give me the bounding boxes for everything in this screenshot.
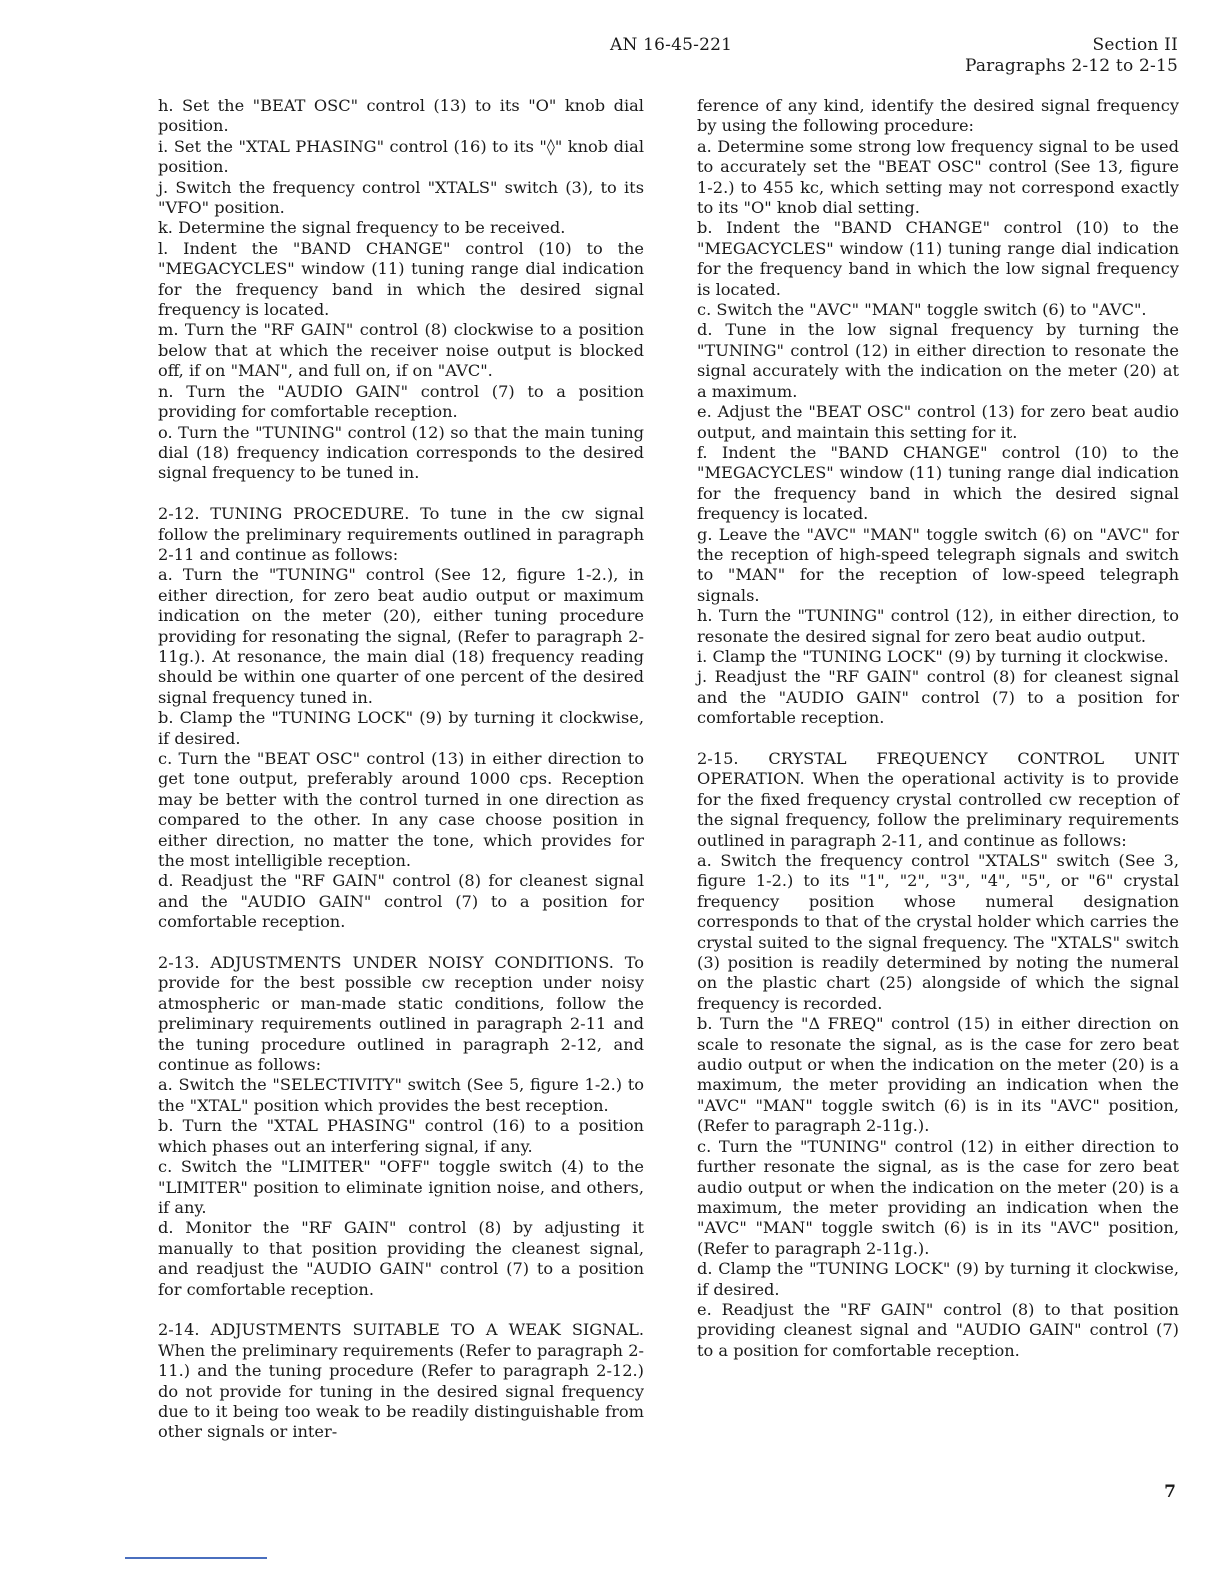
step-2-14-b: b. Indent the "BAND CHANGE" control (10) to the "MEGACYCLES" window (11) tuning range dial indication for the frequency band in which the low signal frequency is located. [697,218,1179,299]
step-2-13-a: a. Switch the "SELECTIVITY" switch (See 5, figure 1-2.) to the "XTAL" position which provides the best reception. [158,1075,644,1115]
step-2-15-e: e. Readjust the "RF GAIN" control (8) to that position providing cleanest signal and "AUDIO GAIN" control (7) to a position for comfortable reception. [697,1299,1179,1360]
step-2-13-c: c. Switch the "LIMITER" "OFF" toggle switch (4) to the "LIMITER" position to eliminate ignition noise, and others, if any. [158,1157,644,1217]
section-header [965,35,1178,77]
section-label: Section II [1092,35,1178,55]
step-2-15-a: a. Switch the frequency control "XTALS" switch (See 3, figure 1-2.) to its "1", "2", "3", "4", "5", or "6" crystal frequency position whose numeral designation corresponds to that of the crystal holder which carries the crystal suited to the signal frequency. The "XTALS" switch (3) position is readily determined by noting the numeral on the plastic chart (25) alongside of which the signal frequency is recorded. [697,851,1179,1013]
footer-rule [125,1557,267,1559]
right-column [697,96,1179,1361]
step-2-14-c: c. Switch the "AVC" "MAN" toggle switch (6) to "AVC". [697,300,1147,320]
step-n: n. Turn the "AUDIO GAIN" control (7) to a position providing for comfortable reception. [158,381,644,422]
step-2-13-d: d. Monitor the "RF GAIN" control (8) by adjusting it manually to that position providing the cleanest signal, and readjust the "AUDIO GAIN" control (7) to a position for comfortable reception. [158,1218,644,1299]
section-2-14-continued: ference of any kind, identify the desired signal frequency by using the following procedure: [697,96,1179,136]
step-2-15-c: c. Turn the "TUNING" control (12) in either direction to further resonate the signal, as is the case for zero beat audio output or when the indication on the meter (20) is a maximum, the meter providing an indication when the "AVC" "MAN" toggle switch (6) is in its "AVC" position, (Refer to paragraph 2-11g.). [697,1136,1179,1258]
step-j: j. Switch the frequency control "XTALS" switch (3), to its "VFO" position. [158,177,644,218]
section-2-14-heading: 2-14. ADJUSTMENTS SUITABLE TO A WEAK SIGNAL. When the preliminary requirements (Refer to paragraph 2-11.) and the tuning procedure (Refer to paragraph 2-12.) do not provide for tuning in the desired signal frequency due to it being too weak to be readily distinguishable from other signals or inter- [158,1320,644,1442]
left-column [158,96,644,1443]
step-2-13-b: b. Turn the "XTAL PHASING" control (16) to a position which phases out an interfering signal, if any. [158,1116,644,1156]
step-2-12-c: c. Turn the "BEAT OSC" control (13) in either direction to get tone output, preferably around 1000 cps. Reception may be better with the control turned in one direction as compared to the other. In any case choose position in either direction, no matter the tone, which provides for the most intelligible reception. [158,748,644,871]
step-2-14-g: g. Leave the "AVC" "MAN" toggle switch (6) on "AVC" for the reception of high-speed telegraph signals and switch to "MAN" for the reception of low-speed telegraph signals. [697,524,1179,605]
step-2-15-d: d. Clamp the "TUNING LOCK" (9) by turning it clockwise, if desired. [697,1259,1179,1299]
step-2-12-b: b. Clamp the "TUNING LOCK" (9) by turning it clockwise, if desired. [158,708,644,748]
step-2-14-f: f. Indent the "BAND CHANGE" control (10) to the "MEGACYCLES" window (11) tuning range dial indication for the frequency band in which the desired signal frequency is located. [697,442,1179,524]
step-2-14-h: h. Turn the "TUNING" control (12), in either direction, to resonate the desired signal for zero beat audio output. [697,606,1179,646]
section-2-12-heading: 2-12. TUNING PROCEDURE. To tune in the cw signal follow the preliminary requirements outlined in paragraph 2-11 and continue as follows: [158,504,644,564]
step-l: l. Indent the "BAND CHANGE" control (10) to the "MEGACYCLES" window (11) tuning range dial indication for the frequency band in which the desired signal frequency is located. [158,238,644,320]
step-2-12-a: a. Turn the "TUNING" control (See 12, figure 1-2.), in either direction, for zero beat audio output or maximum indication on the meter (20), either tuning procedure providing for resonating the signal, (Refer to paragraph 2-11g.). At resonance, the main dial (18) frequency reading should be within one quarter of one percent of the desired signal frequency tuned in. [158,565,644,707]
step-2-14-d: d. Tune in the low signal frequency by turning the "TUNING" control (12) in either direction to resonate the signal accurately with the indication on the meter (20) at a maximum. [697,320,1179,401]
step-2-14-j: j. Readjust the "RF GAIN" control (8) for cleanest signal and the "AUDIO GAIN" control (7) to a position for comfortable reception. [697,667,1179,728]
step-k: k. Determine the signal frequency to be received. [158,218,566,238]
step-2-14-i: i. Clamp the "TUNING LOCK" (9) by turning it clockwise. [697,646,1169,666]
paragraphs-label: Paragraphs 2-12 to 2-15 [964,56,1178,76]
section-2-15-heading: 2-15. CRYSTAL FREQUENCY CONTROL UNIT OPERATION. When the operational activity is to provide for the fixed frequency crystal controlled cw reception of the signal frequency, follow the preliminary requirements outlined in paragraph 2-11, and continue as follows: [697,748,1179,850]
page-number: 7 [1164,1482,1176,1502]
step-2-14-e: e. Adjust the "BEAT OSC" control (13) for zero beat audio output, and maintain this setting for it. [697,402,1179,442]
step-2-14-a: a. Determine some strong low frequency signal to be used to accurately set the "BEAT OSC" control (See 13, figure 1-2.) to 455 kc, which setting may not correspond exactly to its "O" knob dial setting. [697,136,1179,218]
step-i: i. Set the "XTAL PHASING" control (16) to its "◊" knob dial position. [158,136,644,177]
step-o: o. Turn the "TUNING" control (12) so that the main tuning dial (18) frequency indication corresponds to the desired signal frequency to be tuned in. [158,422,644,483]
section-2-13-heading: 2-13. ADJUSTMENTS UNDER NOISY CONDITIONS. To provide for the best possible cw reception under noisy atmospheric or man-made static conditions, follow the preliminary requirements outlined in paragraph 2-11 and the tuning procedure outlined in paragraph 2-12, and continue as follows: [158,953,644,1075]
document-number: AN 16-45-221 [610,35,733,55]
step-h: h. Set the "BEAT OSC" control (13) to its "O" knob dial position. [158,96,644,136]
step-2-15-b: b. Turn the "Δ FREQ" control (15) in either direction on scale to resonate the signal, as is the case for zero beat audio output or when the indication on the meter (20) is a maximum, the meter providing an indication when the "AVC" "MAN" toggle switch (6) is in its "AVC" position, (Refer to paragraph 2-11g.). [697,1014,1179,1136]
step-m: m. Turn the "RF GAIN" control (8) clockwise to a position below that at which the receiver noise output is blocked off, if on "MAN", and full on, if on "AVC". [158,320,644,381]
step-2-12-d: d. Readjust the "RF GAIN" control (8) for cleanest signal and the "AUDIO GAIN" control (7) to a position for comfortable reception. [158,871,644,932]
